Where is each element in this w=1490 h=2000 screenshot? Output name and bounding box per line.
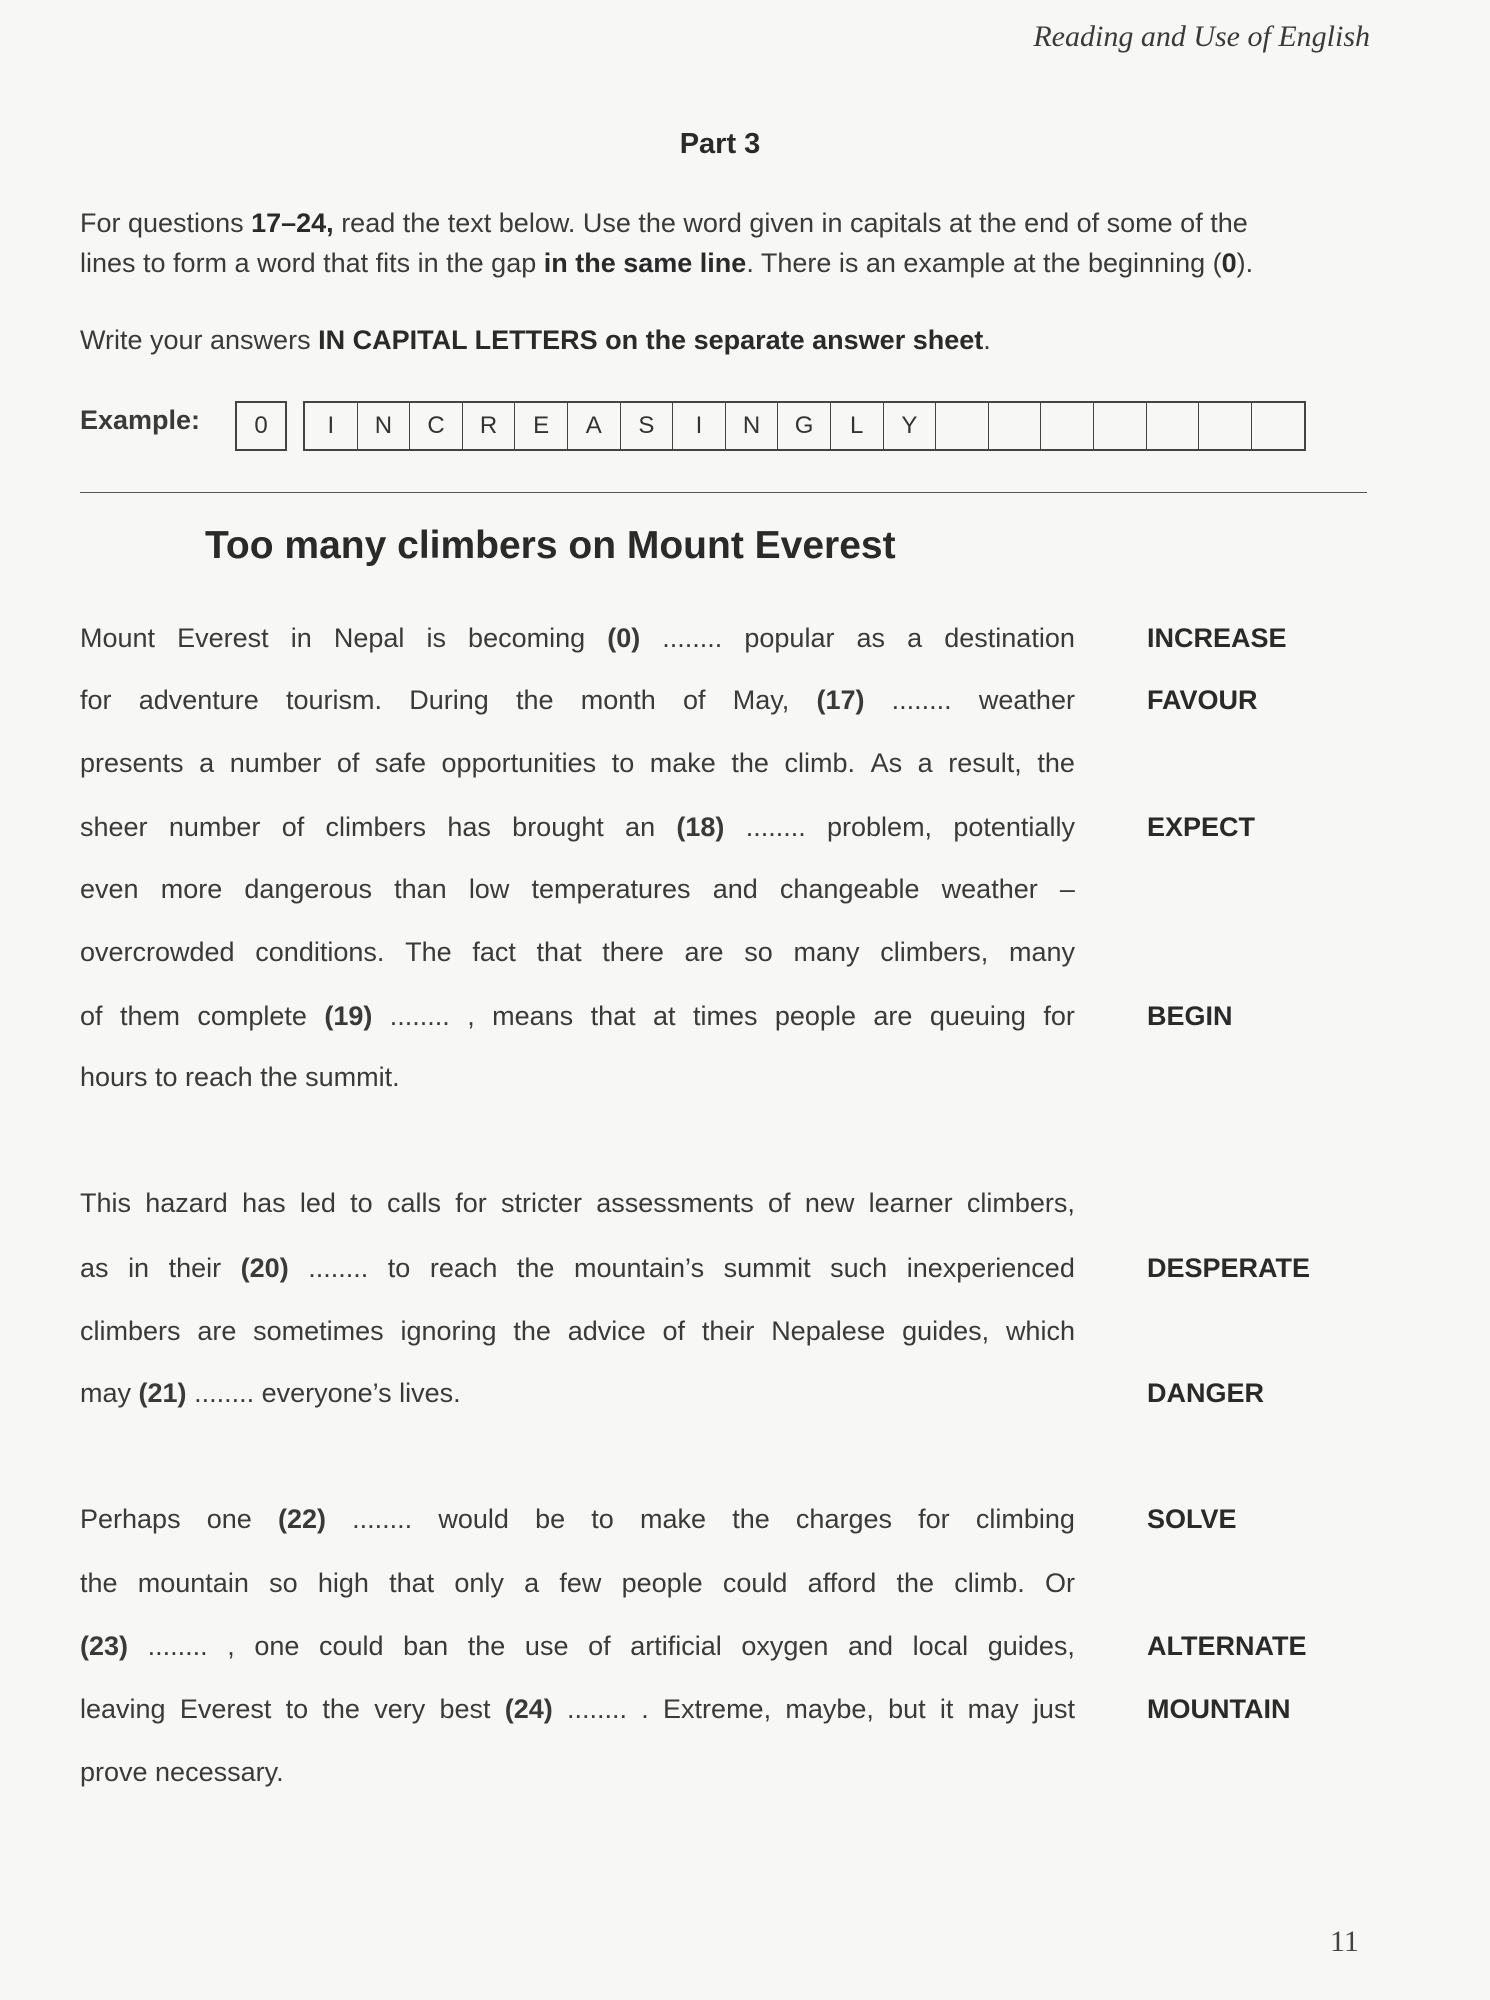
example-letter-box xyxy=(1147,403,1200,449)
text-line xyxy=(80,1062,1075,1093)
example-letter-box: G xyxy=(778,403,831,449)
text-line: (23) ........ , one could ban the use of artificial oxygen and local guides, xyxy=(80,1631,1075,1661)
text-line: for adventure tourism. During the month of May, (17) ........ weather xyxy=(80,685,1075,715)
gap-number: (22) xyxy=(277,1504,326,1534)
example-label: Example: xyxy=(80,405,201,435)
gap-number: (18) xyxy=(676,812,725,842)
keyword: ALTERNATE xyxy=(1147,1631,1307,1661)
text-line: sheer number of climbers has brought an (18) ........ problem, potentially xyxy=(80,812,1075,842)
instr-text: For questions xyxy=(80,208,252,238)
instructions-line-3 xyxy=(80,325,991,356)
example-letter-box: I xyxy=(673,403,726,449)
instr-bold: in the same line xyxy=(543,248,747,278)
keyword: BEGIN xyxy=(1147,1001,1233,1031)
keyword: DESPERATE xyxy=(1147,1253,1311,1283)
keyword: FAVOUR xyxy=(1147,685,1258,715)
example-letter-box: R xyxy=(463,403,516,449)
keyword: MOUNTAIN xyxy=(1147,1694,1291,1724)
example-letter-box xyxy=(1199,403,1252,449)
example-letter-box: C xyxy=(410,403,463,449)
gap-number: (19) xyxy=(324,1001,373,1031)
keyword: DANGER xyxy=(1147,1378,1265,1408)
keyword: SOLVE xyxy=(1147,1504,1237,1534)
text-line: as in their (20) ........ to reach the mountain’s summit such inexperienced xyxy=(80,1253,1075,1283)
gap-number: (21) xyxy=(138,1378,187,1408)
line-text: prove necessary. xyxy=(80,1757,284,1787)
example-letter-box: Y xyxy=(884,403,937,449)
part-heading: Part 3 xyxy=(679,128,761,160)
text-line: even more dangerous than low temperatures and changeable weather – xyxy=(80,874,1075,904)
instr-text: read the text below. Use the word given in capitals at the end of some of the xyxy=(333,208,1248,238)
text-line: of them complete (19) ........ , means that at times people are queuing for xyxy=(80,1001,1075,1031)
divider xyxy=(80,492,1367,493)
instr-text: . xyxy=(983,325,991,355)
text-title: Too many climbers on Mount Everest xyxy=(205,524,896,567)
text-line: This hazard has led to calls for stricter assessments of new learner climbers, xyxy=(80,1188,1075,1218)
text-line: Perhaps one (22) ........ would be to make the charges for climbing xyxy=(80,1504,1075,1534)
example-letter-box xyxy=(989,403,1042,449)
gap-number: (23) xyxy=(80,1631,129,1661)
example-letter-box: L xyxy=(831,403,884,449)
example-letter-box xyxy=(1252,403,1305,449)
text-line: presents a number of safe opportunities to make the climb. As a result, the xyxy=(80,748,1075,778)
example-letter-box: E xyxy=(515,403,568,449)
example-number-box: 0 xyxy=(235,401,287,451)
example-letter-box xyxy=(936,403,989,449)
instr-text: . There is an example at the beginning ( xyxy=(746,248,1222,278)
gap-number: (20) xyxy=(240,1253,289,1283)
example-letter-box: I xyxy=(305,403,358,449)
instr-bold: IN CAPITAL LETTERS on the separate answer sheet xyxy=(318,325,984,355)
example-letter-box: N xyxy=(358,403,411,449)
example-answer-boxes xyxy=(303,401,1306,451)
line-text: may xyxy=(80,1378,132,1408)
example-letter-box xyxy=(1041,403,1094,449)
example-letter-box xyxy=(1094,403,1147,449)
text-line xyxy=(80,1378,1075,1409)
text-line: climbers are sometimes ignoring the advice of their Nepalese guides, which xyxy=(80,1316,1075,1346)
text-line: leaving Everest to the very best (24) ........ . Extreme, maybe, but it may just xyxy=(80,1694,1075,1724)
running-header: Reading and Use of English xyxy=(1033,20,1370,53)
line-text: hours to reach the summit. xyxy=(80,1062,400,1092)
example-letter-box: A xyxy=(568,403,621,449)
instr-text: Write your answers xyxy=(80,325,319,355)
keyword: EXPECT xyxy=(1147,812,1256,842)
keyword: INCREASE xyxy=(1147,623,1287,653)
instr-bold: 0 xyxy=(1221,248,1237,278)
example-letter-box: N xyxy=(726,403,779,449)
instructions-line-2 xyxy=(80,248,1253,279)
example-letter-box: S xyxy=(621,403,674,449)
instr-bold: 17–24, xyxy=(251,208,334,238)
gap-number: (0) xyxy=(607,623,641,653)
instr-text: lines to form a word that fits in the gap xyxy=(80,248,544,278)
gap-number: (17) xyxy=(816,685,865,715)
instructions-line-1 xyxy=(80,208,1248,239)
page-number: 11 xyxy=(1330,1925,1359,1958)
text-line: Mount Everest in Nepal is becoming (0) ........ popular as a destination xyxy=(80,623,1075,653)
line-text: ........ everyone’s lives. xyxy=(194,1378,461,1408)
text-line xyxy=(80,1757,1075,1788)
gap-number: (24) xyxy=(504,1694,553,1724)
instr-text: ). xyxy=(1236,248,1254,278)
text-line: overcrowded conditions. The fact that there are so many climbers, many xyxy=(80,937,1075,967)
text-line: the mountain so high that only a few people could afford the climb. Or xyxy=(80,1568,1075,1598)
